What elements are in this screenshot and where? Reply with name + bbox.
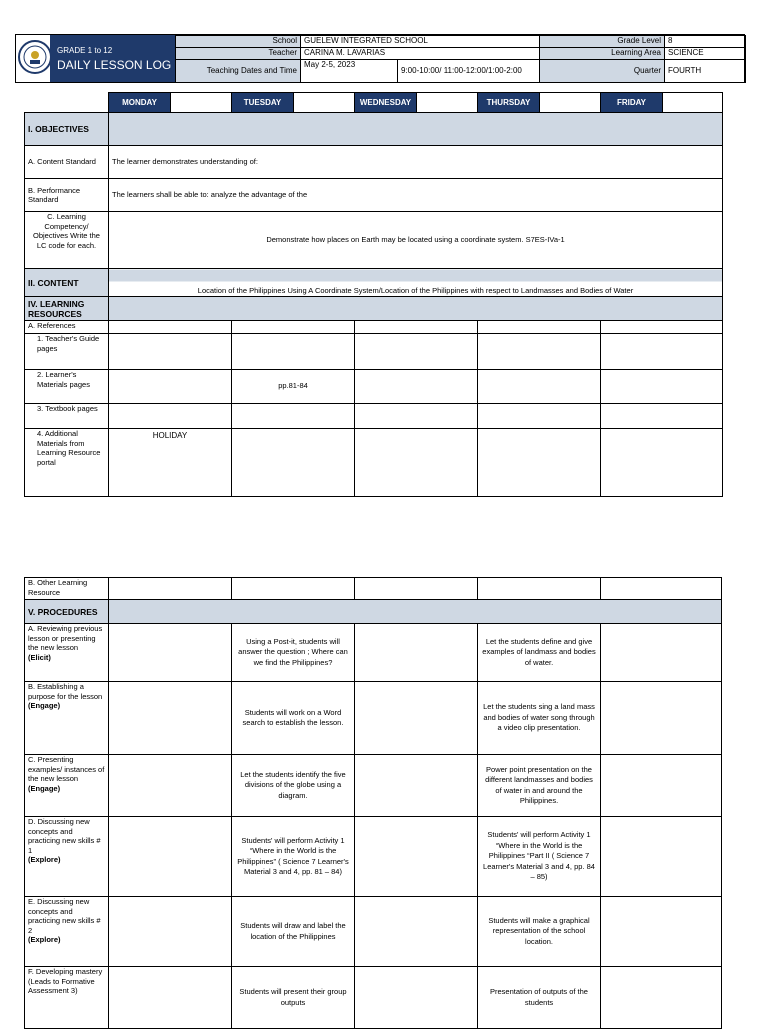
proc-label-c: C. Presenting examples/ instances of the new lesson (Engage) bbox=[25, 755, 109, 817]
proc-label-e: E. Discussing new concepts and practicing new skills # 2 (Explore) bbox=[25, 897, 109, 967]
proc-d-tuesday: Students' will perform Activity 1 “Where in the World is the Philippines” ( Science 7 Learner's Material 3 and 4, pp. 81 – 84) bbox=[232, 817, 355, 897]
day-wednesday: WEDNESDAY bbox=[355, 93, 417, 113]
lesson-table-page2 bbox=[24, 577, 722, 1029]
corner-cell bbox=[25, 93, 109, 113]
grade-line: GRADE 1 to 12 bbox=[57, 46, 113, 55]
content-standard-label: A. Content Standard bbox=[25, 146, 109, 179]
proc-f-tuesday: Students will present their group outputs bbox=[232, 967, 355, 1029]
proc-e-thursday: Students will make a graphical representation of the school location. bbox=[478, 897, 601, 967]
quarter-label: Quarter bbox=[540, 60, 665, 83]
performance-standard-text: The learners shall be able to: analyze the advantage of the bbox=[109, 179, 723, 212]
school-value: GUELEW INTEGRATED SCHOOL bbox=[301, 36, 540, 48]
school-label: School bbox=[176, 36, 301, 48]
learners-materials-label: 2. Learner's Materials pages bbox=[25, 370, 109, 404]
day-thursday: THURSDAY bbox=[478, 93, 540, 113]
day-spacer bbox=[540, 93, 601, 113]
proc-b-tuesday: Students will work on a Word search to establish the lesson. bbox=[232, 682, 355, 755]
day-spacer bbox=[663, 93, 723, 113]
header-table bbox=[175, 35, 746, 83]
time-value: 9:00-10:00/ 11:00-12:00/1:00-2:00 bbox=[398, 60, 540, 83]
day-tuesday: TUESDAY bbox=[232, 93, 294, 113]
proc-d-thursday: Students' will perform Activity 1 “Where in the World is the Philippines “Part II ( Science 7 Learner's Material 3 and 4, pp. 84 – 85) bbox=[478, 817, 601, 897]
proc-b-thursday: Let the students sing a land mass and bodies of water song through a video clip presentation. bbox=[478, 682, 601, 755]
grade-level-value: 8 bbox=[665, 36, 746, 48]
dates-value: May 2-5, 2023 bbox=[301, 60, 398, 83]
objectives-heading: I. OBJECTIVES bbox=[25, 113, 109, 146]
proc-label-a: A. Reviewing previous lesson or presenting the new lesson (Elicit) bbox=[25, 624, 109, 682]
content-heading: II. CONTENT bbox=[25, 269, 109, 297]
proc-c-tuesday: Let the students identify the five divisions of the globe using a diagram. bbox=[232, 755, 355, 817]
lesson-table-page1 bbox=[24, 92, 723, 497]
objectives-band bbox=[109, 113, 723, 146]
procedures-band bbox=[109, 600, 722, 624]
deped-seal-icon bbox=[18, 40, 52, 74]
competency-text: Demonstrate how places on Earth may be located using a coordinate system. S7ES-IVa-1 bbox=[109, 212, 723, 269]
resources-heading: IV. LEARNING RESOURCES bbox=[25, 297, 109, 321]
learning-area-label: Learning Area bbox=[540, 48, 665, 60]
competency-label: C. Learning Competency/ Objectives Write the LC code for each. bbox=[25, 212, 109, 269]
proc-e-tuesday: Students will draw and label the location of the Philippines bbox=[232, 897, 355, 967]
teacher-label: Teacher bbox=[176, 48, 301, 60]
day-spacer bbox=[417, 93, 478, 113]
textbook-label: 3. Textbook pages bbox=[25, 404, 109, 429]
teacher-value: CARINA M. LAVARIAS bbox=[301, 48, 540, 60]
references-label: A. References bbox=[25, 321, 109, 334]
performance-standard-label: B. Performance Standard bbox=[25, 179, 109, 212]
proc-label-f: F. Developing mastery (Leads to Formative Assessment 3) bbox=[25, 967, 109, 1029]
day-friday: FRIDAY bbox=[601, 93, 663, 113]
content-standard-text: The learner demonstrates understanding of: bbox=[109, 146, 723, 179]
page-title: DAILY LESSON LOG bbox=[57, 58, 172, 72]
holiday-note: HOLIDAY bbox=[109, 429, 232, 497]
grade-level-label: Grade Level bbox=[540, 36, 665, 48]
content-text: Location of the Philippines Using A Coordinate System/Location of the Philippines with respect to Landmasses and Bodies of Water bbox=[109, 269, 723, 297]
day-spacer bbox=[294, 93, 355, 113]
other-resource-label: B. Other Learning Resource bbox=[25, 578, 109, 600]
proc-c-thursday: Power point presentation on the different landmasses and bodies of water in and around the Philippines. bbox=[478, 755, 601, 817]
proc-a-tuesday: Using a Post-it, students will answer the question ; Where can we find the Philippines? bbox=[232, 624, 355, 682]
resources-band bbox=[109, 297, 723, 321]
proc-label-b: B. Establishing a purpose for the lesson (Engage) bbox=[25, 682, 109, 755]
quarter-value: FOURTH bbox=[665, 60, 746, 83]
proc-f-thursday: Presentation of outputs of the students bbox=[478, 967, 601, 1029]
day-monday: MONDAY bbox=[109, 93, 171, 113]
lm-pages-tuesday: pp.81-84 bbox=[232, 370, 355, 404]
additional-materials-label: 4. Additional Materials from Learning Resource portal bbox=[25, 429, 109, 497]
day-spacer bbox=[171, 93, 232, 113]
teachers-guide-label: 1. Teacher's Guide pages bbox=[25, 334, 109, 370]
proc-a-thursday: Let the students define and give examples of landmass and bodies of water. bbox=[478, 624, 601, 682]
dates-label: Teaching Dates and Time bbox=[176, 60, 301, 83]
procedures-heading: V. PROCEDURES bbox=[25, 600, 109, 624]
learning-area-value: SCIENCE bbox=[665, 48, 746, 60]
proc-label-d: D. Discussing new concepts and practicing new skills # 1 (Explore) bbox=[25, 817, 109, 897]
